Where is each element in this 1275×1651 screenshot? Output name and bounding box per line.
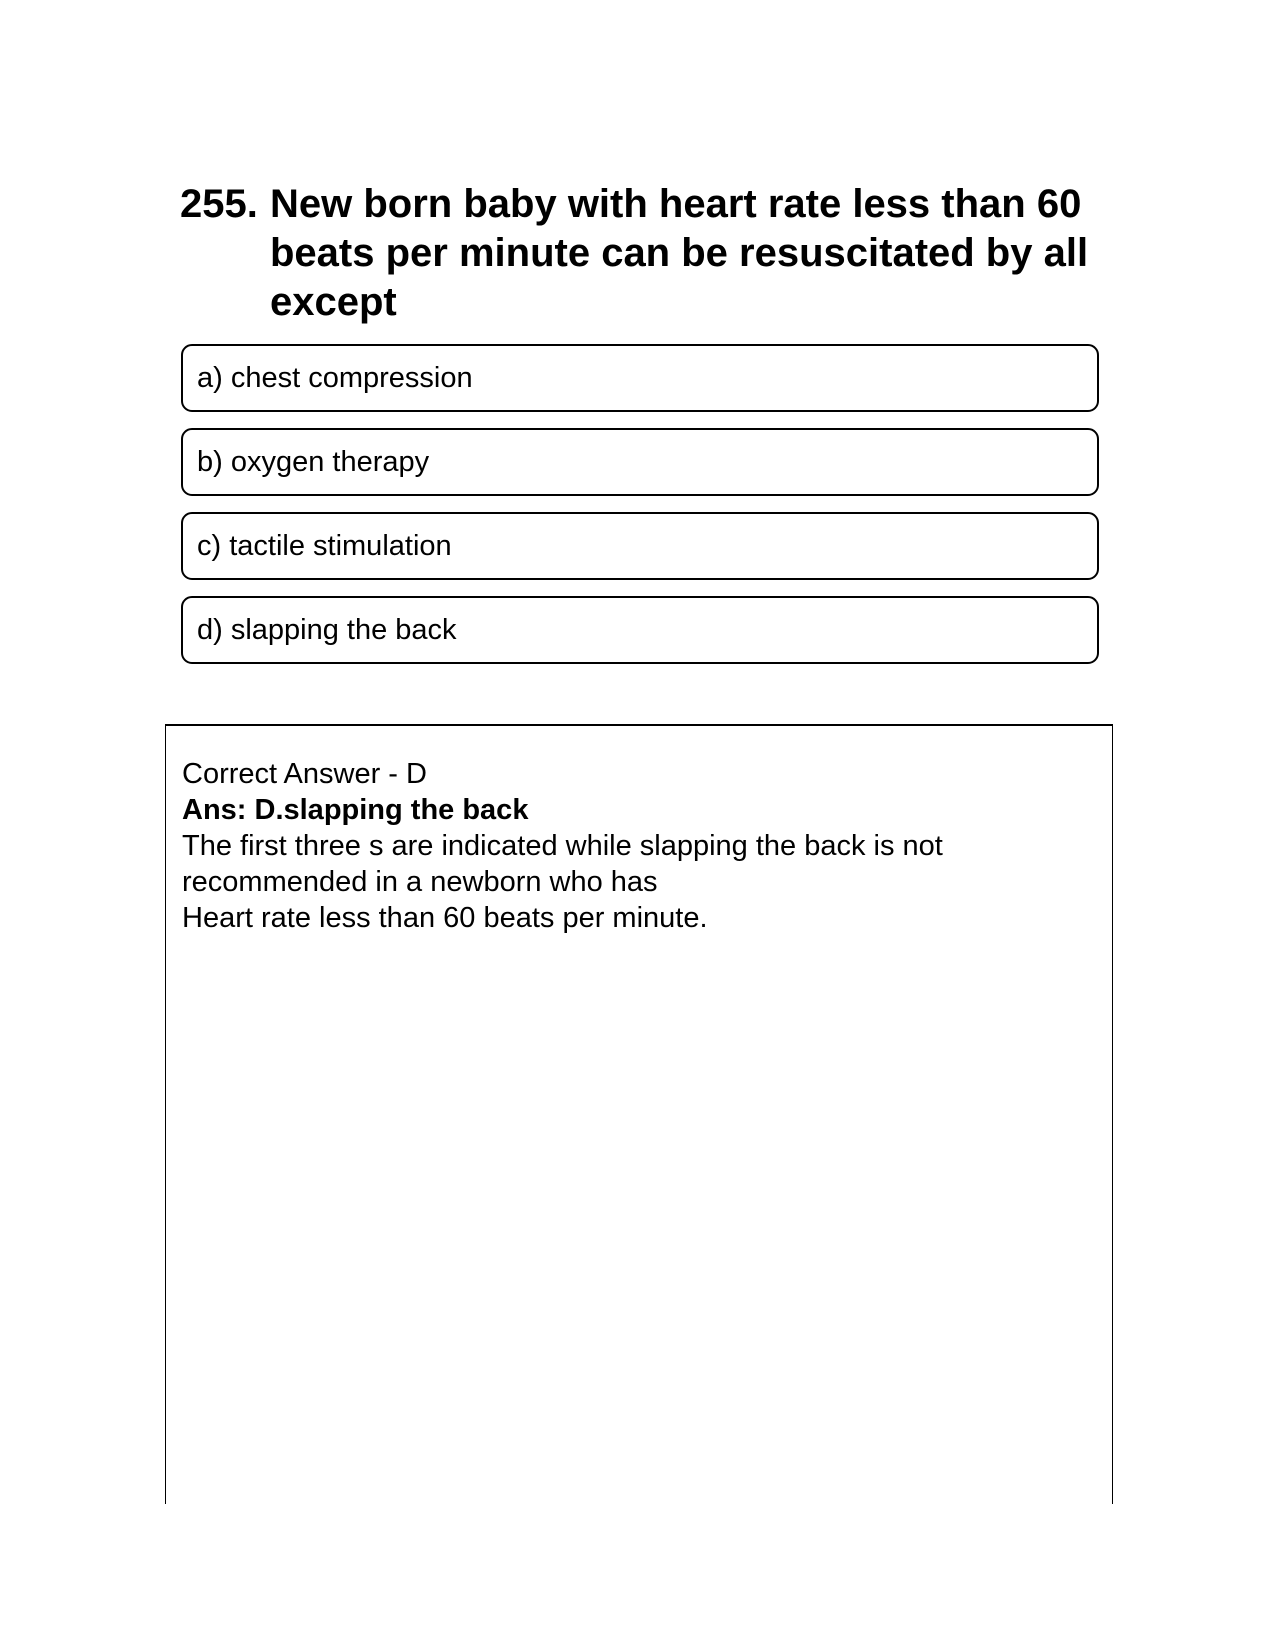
option-c[interactable]: c) tactile stimulation [181, 512, 1099, 580]
answer-heading: Ans: D.slapping the back [182, 794, 529, 826]
option-b[interactable]: b) oxygen therapy [181, 428, 1099, 496]
correct-answer-text: Correct Answer - D [182, 758, 427, 790]
option-d[interactable]: d) slapping the back [181, 596, 1099, 664]
option-a[interactable]: a) chest compression [181, 344, 1099, 412]
question-heading [180, 180, 1100, 327]
answer-panel [165, 724, 1113, 1504]
question-text: New born baby with heart rate less than 60 beats per minute can be resuscitated by all except [270, 182, 1089, 324]
explanation-text-continued: Heart rate less than 60 beats per minute. [182, 902, 708, 934]
question-number: 255. [180, 182, 258, 226]
options-list [181, 344, 1099, 680]
explanation-text: The first three s are indicated while slapping the back is not recommended in a newborn who has [182, 830, 943, 898]
